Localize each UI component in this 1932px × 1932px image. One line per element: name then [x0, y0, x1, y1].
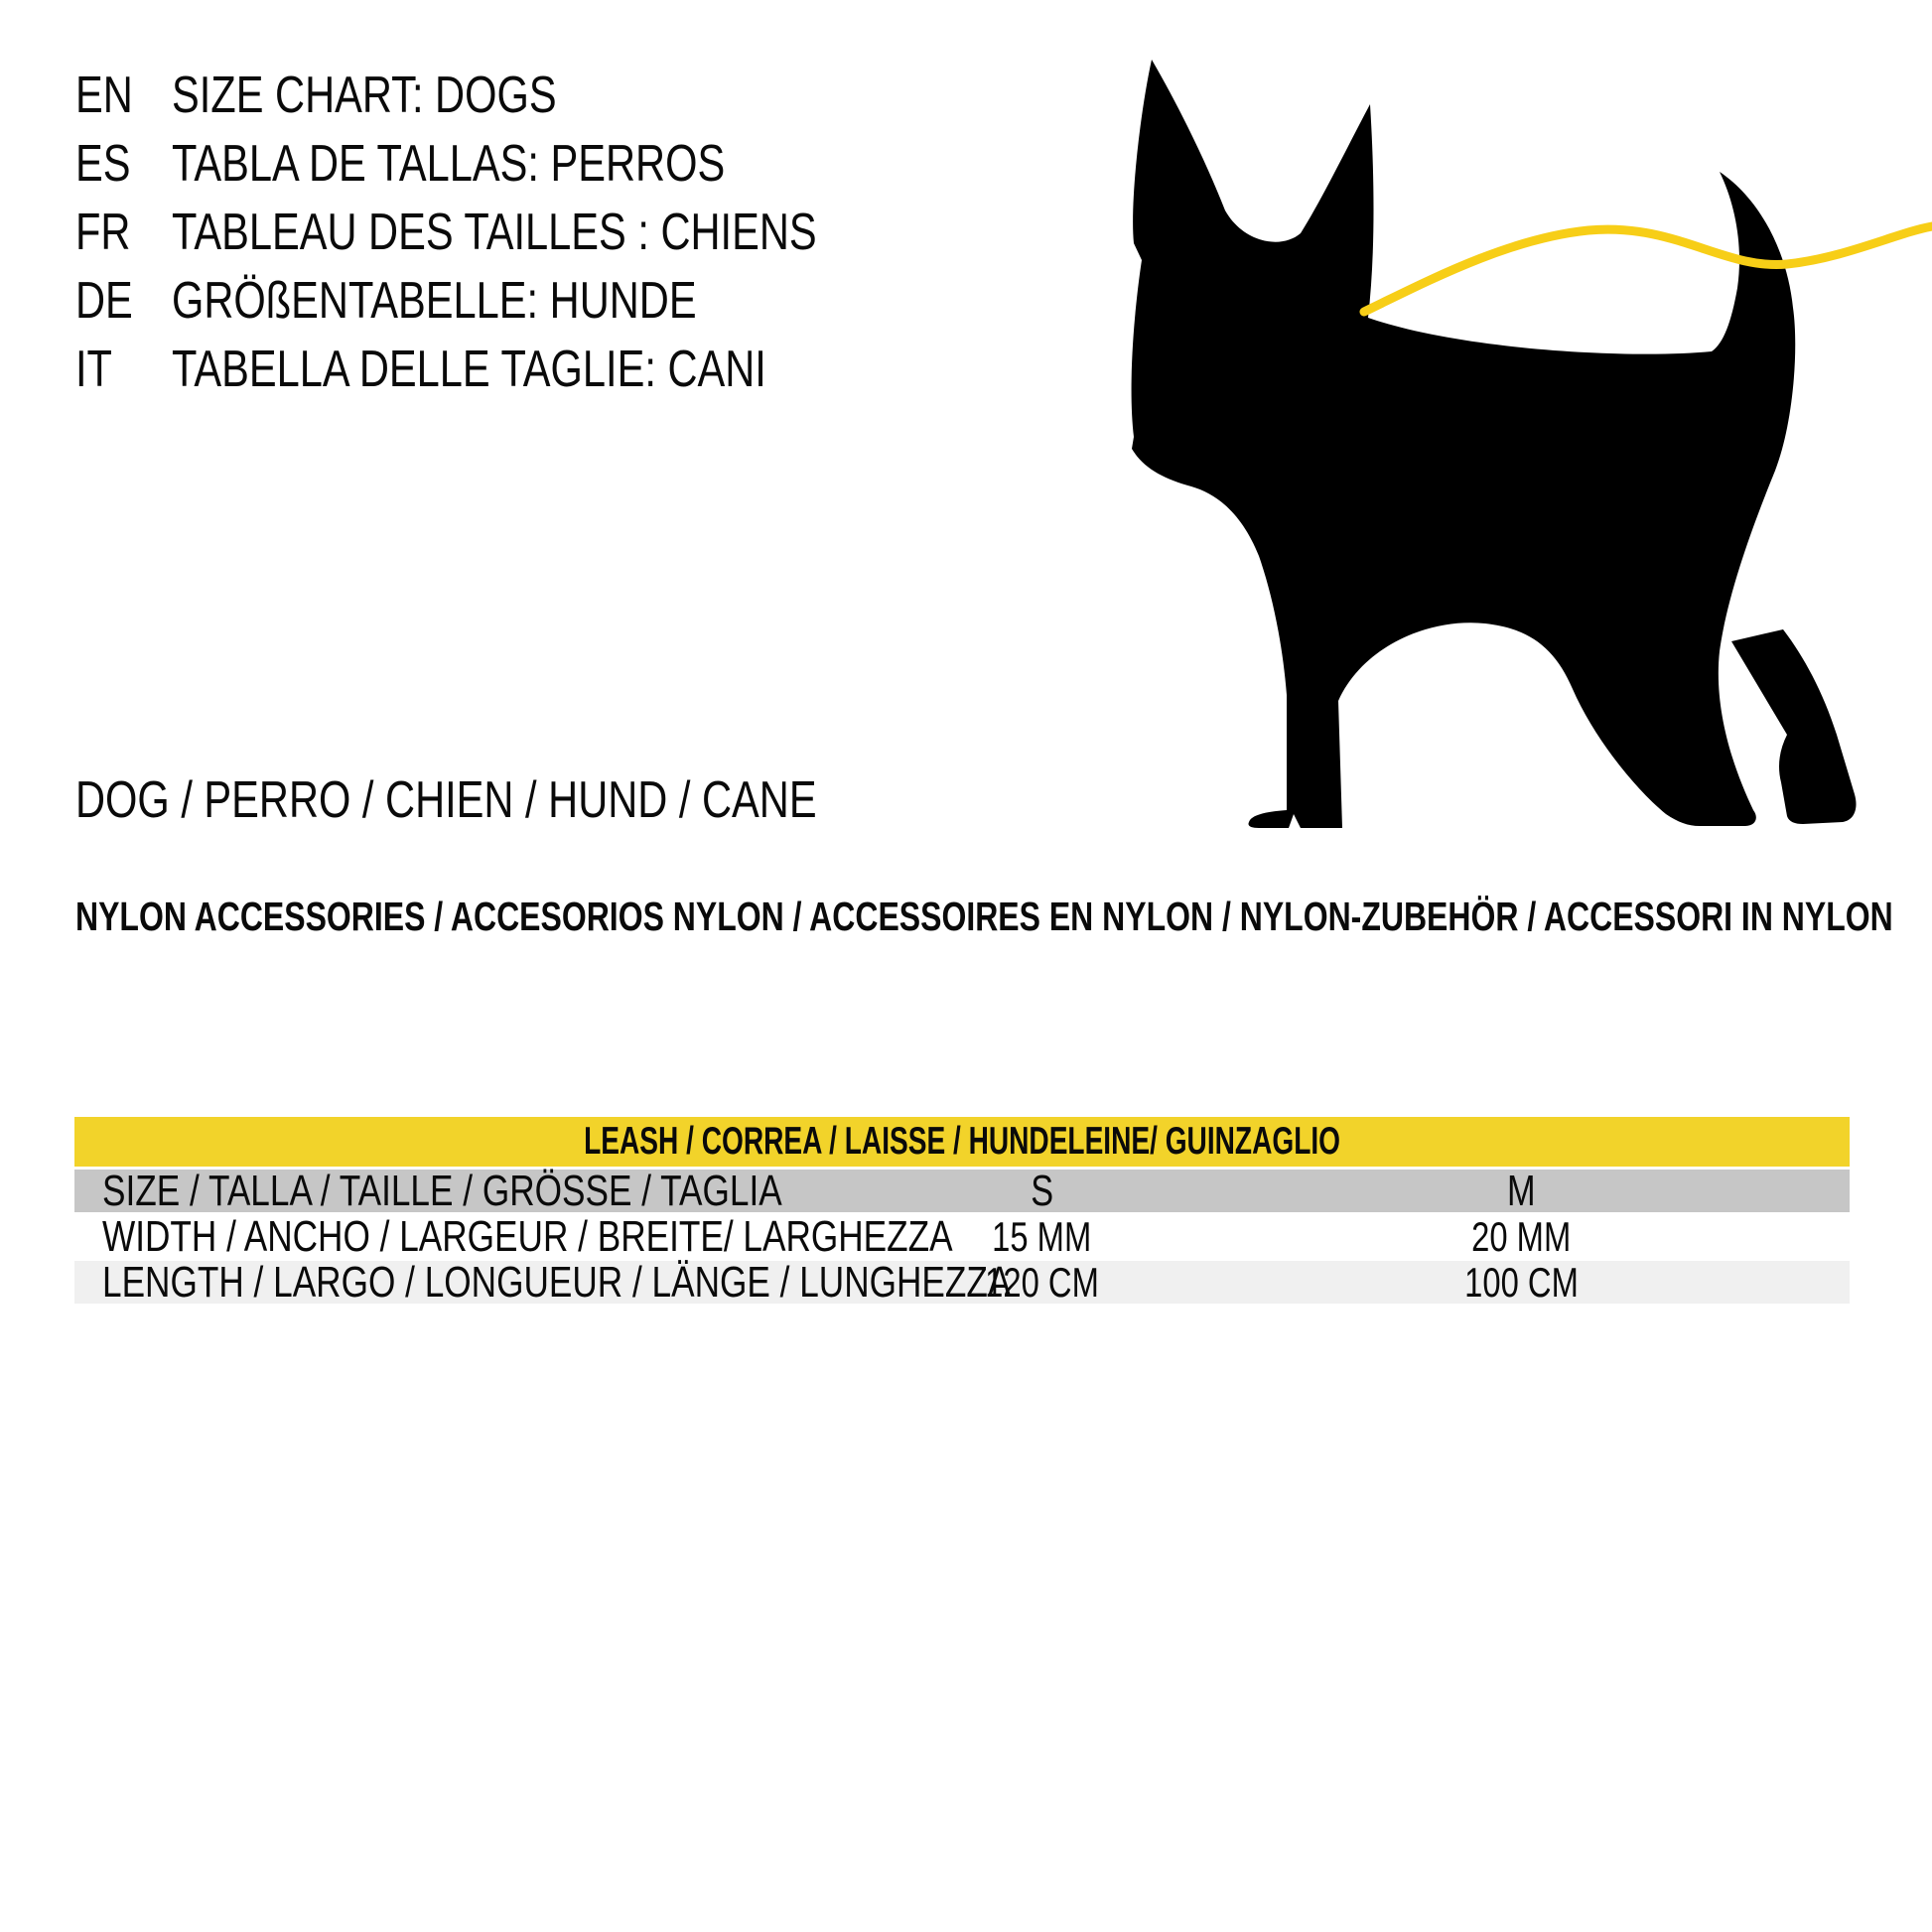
language-title: TABELLA DELLE TAGLIE: CANI [172, 341, 766, 398]
language-code: DE [75, 272, 133, 330]
language-title: TABLEAU DES TAILLES : CHIENS [172, 204, 817, 261]
value-length-m: 100 CM [1463, 1258, 1579, 1306]
far-hind-leg-silhouette [1731, 629, 1857, 824]
table-row-length [74, 1257, 1850, 1307]
row-label: SIZE / TALLA / TAILLE / GRÖSSE / TAGLIA [102, 1166, 782, 1215]
dog-caption: DOG / PERRO / CHIEN / HUND / CANE [75, 771, 817, 829]
language-code: ES [75, 135, 131, 193]
dog-illustration [1122, 55, 1932, 829]
size-table [74, 1117, 1850, 1307]
value-length-s: 120 CM [985, 1258, 1099, 1306]
table-header-leash: LEASH / CORREA / LAISSE / HUNDELEINE/ GUINZAGLIO [74, 1117, 1850, 1167]
language-code: EN [75, 67, 133, 124]
chihuahua-silhouette [1132, 60, 1796, 828]
value-width-m: 20 MM [1471, 1212, 1572, 1260]
table-row-size [74, 1166, 1850, 1215]
language-code: FR [75, 204, 131, 261]
language-title: GRÖßENTABELLE: HUNDE [172, 272, 697, 330]
language-code: IT [75, 341, 112, 398]
value-size-s: S [1030, 1166, 1053, 1215]
row-label: LENGTH / LARGO / LONGUEUR / LÄNGE / LUNGHEZZA [102, 1257, 1012, 1307]
value-size-m: M [1506, 1166, 1536, 1215]
language-title-list [75, 62, 978, 404]
row-label: WIDTH / ANCHO / LARGEUR / BREITE/ LARGHEZZA [102, 1211, 953, 1261]
value-width-s: 15 MM [992, 1212, 1092, 1260]
category-line: NYLON ACCESSORIES / ACCESORIOS NYLON / ACCESSOIRES EN NYLON / NYLON-ZUBEHÖR / ACCESSORI IN NYLON [75, 894, 1893, 939]
language-title: TABLA DE TALLAS: PERROS [172, 135, 726, 193]
leash-line [1364, 226, 1932, 312]
table-row-width [74, 1211, 1850, 1261]
language-title: SIZE CHART: DOGS [172, 67, 557, 124]
